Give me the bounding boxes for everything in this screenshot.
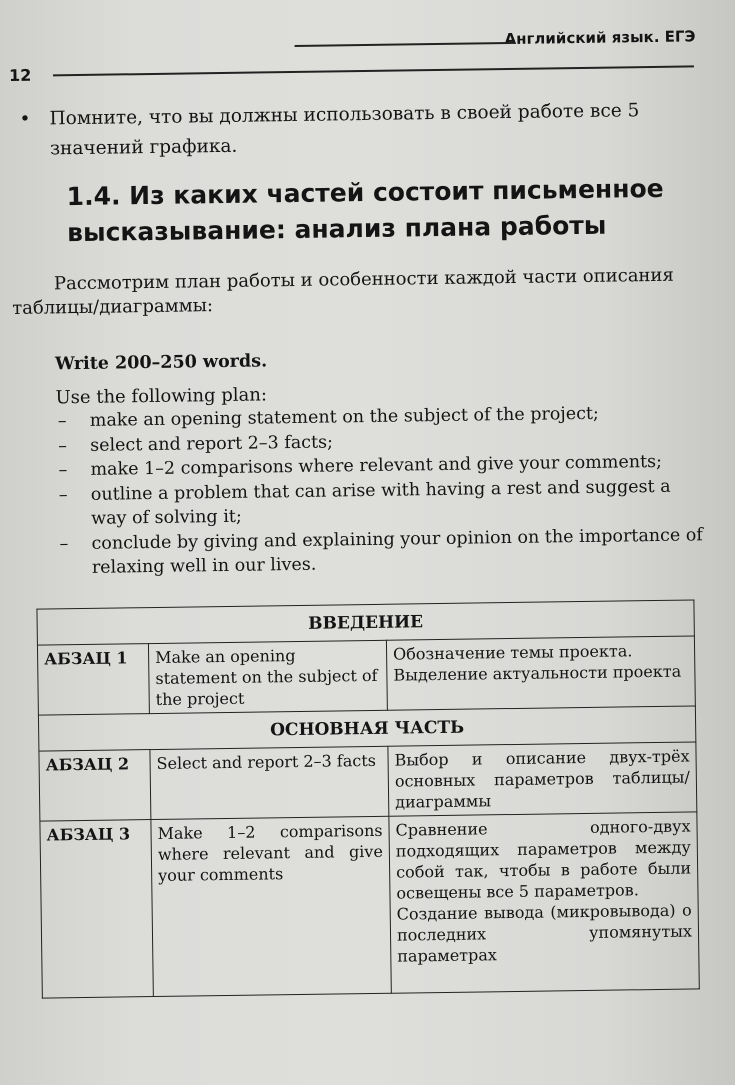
header-rule-top [295, 42, 515, 47]
table-row [39, 742, 697, 821]
dash-marker: – [59, 533, 69, 554]
plan-intro: Use the following plan: [55, 384, 268, 409]
plan-item-text: outline a problem that can arise with having a rest and suggest a way of solving it; [90, 476, 671, 529]
intro-paragraph: Рассмотрим план работы и особенности каждой части описания таблицы/диаграммы: [12, 264, 674, 319]
header-rule-bottom [53, 65, 694, 76]
page-number: 12 [8, 65, 32, 85]
table-row [37, 636, 695, 715]
english-instruction: Make an opening statement on the subject of the project [148, 640, 387, 713]
reminder-bullet-item [19, 95, 700, 164]
plan-item-text: make 1–2 comparisons where relevant and give your comments; [90, 451, 663, 480]
russian-explanation [389, 812, 699, 993]
reminder-text: Помните, что вы должны использовать в своей работе все 5 значений графика. [49, 100, 640, 160]
english-instruction: Select and report 2–3 facts [150, 746, 389, 819]
russian-explanation [386, 636, 695, 710]
essay-plan-table [36, 599, 699, 998]
paragraph-label: АБЗАЦ 3 [40, 820, 153, 999]
task-title: Write 200–250 words. [54, 351, 268, 375]
russian-explanation [388, 742, 697, 816]
running-header-title: Английский язык. ЕГЭ [504, 27, 696, 49]
plan-list [58, 400, 710, 581]
table-row [40, 812, 699, 998]
plan-item-text: conclude by giving and explaining your opinion on the importance of relaxing well in our lives. [91, 524, 703, 578]
plan-item-text: select and report 2–3 facts; [90, 431, 334, 456]
section-header-main: ОСНОВНАЯ ЧАСТЬ [38, 706, 695, 751]
russian-line: Выделение актуальности проекта [393, 661, 682, 685]
dash-marker: – [58, 460, 68, 481]
plan-item [59, 523, 710, 581]
russian-line: Выбор и описание двух-трёх основных параметров таблицы/диаграммы [394, 746, 690, 812]
english-instruction: Make 1–2 comparisons where relevant and give your comments [151, 816, 391, 996]
dash-marker: – [58, 484, 68, 505]
russian-line: Создание вывода (микровывода) о последних упомянутых параметрах [396, 900, 693, 966]
section-heading: 1.4. Из каких частей состоит письменное высказывание: анализ плана работы [66, 173, 664, 248]
bullet-icon: • [19, 108, 31, 130]
dash-marker: – [58, 435, 68, 456]
paragraph-label: АБЗАЦ 1 [37, 644, 149, 716]
dash-marker: – [57, 411, 67, 432]
section-header-intro: ВВЕДЕНИЕ [37, 600, 694, 645]
paragraph-label: АБЗАЦ 2 [39, 750, 151, 822]
plan-item-text: make an opening statement on the subject of the project; [89, 403, 600, 431]
russian-line: Обозначение темы проекта. [392, 641, 633, 664]
russian-line: Сравнение одного-двух подходящих параметров между собой так, чтобы в работе были освещены все 5 параметров. [395, 816, 692, 903]
